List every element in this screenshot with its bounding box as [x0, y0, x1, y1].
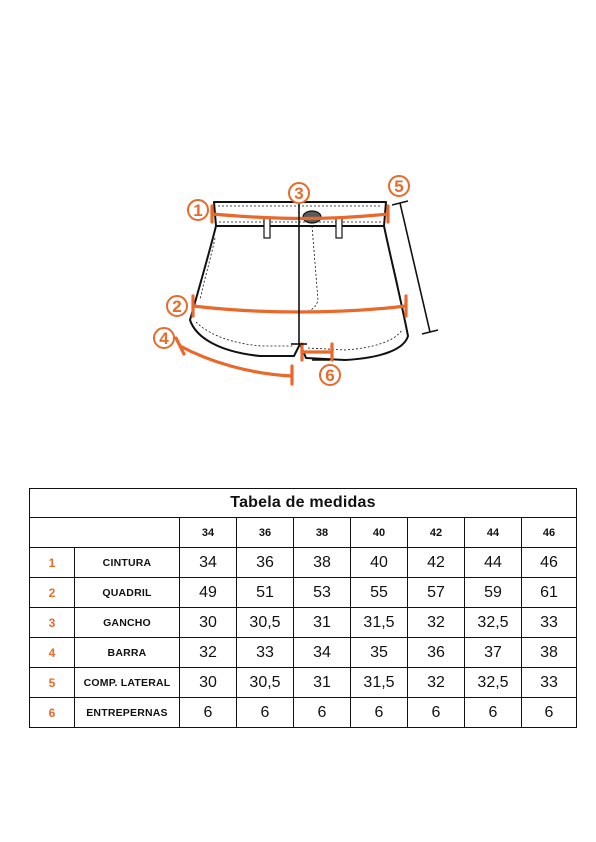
table-cell: 32	[408, 668, 465, 698]
table-cell: 32,5	[465, 608, 522, 638]
table-cell: 57	[408, 578, 465, 608]
table-row	[30, 578, 577, 608]
table-cell: 42	[408, 548, 465, 578]
table-cell: 34	[180, 548, 237, 578]
table-cell: 32	[180, 638, 237, 668]
belt-loops	[264, 211, 342, 238]
table-title: Tabela de medidas	[30, 489, 577, 518]
table-cell: 6	[237, 698, 294, 728]
table-cell: 51	[237, 578, 294, 608]
table-row	[30, 638, 577, 668]
row-label: BARRA	[75, 638, 180, 668]
measure-lines-dark	[291, 201, 438, 360]
table-cell: 6	[522, 698, 577, 728]
svg-text:6: 6	[325, 366, 335, 385]
row-number: 1	[30, 548, 75, 578]
row-label: COMP. LATERAL	[75, 668, 180, 698]
table-cell: 30,5	[237, 668, 294, 698]
row-number: 6	[30, 698, 75, 728]
size-header: 36	[237, 518, 294, 548]
table-cell: 44	[465, 548, 522, 578]
table-row	[30, 548, 577, 578]
table-cell: 31,5	[351, 668, 408, 698]
table-cell: 30,5	[237, 608, 294, 638]
table-cell: 35	[351, 638, 408, 668]
table-cell: 40	[351, 548, 408, 578]
table-cell: 38	[294, 548, 351, 578]
table-cell: 55	[351, 578, 408, 608]
row-number: 4	[30, 638, 75, 668]
row-label: QUADRIL	[75, 578, 180, 608]
row-number: 2	[30, 578, 75, 608]
table-cell: 31	[294, 668, 351, 698]
row-label: ENTREPERNAS	[75, 698, 180, 728]
marker-1	[188, 200, 208, 220]
table-cell: 33	[522, 668, 577, 698]
table-cell: 6	[294, 698, 351, 728]
row-number: 5	[30, 668, 75, 698]
table-cell: 34	[294, 638, 351, 668]
row-label: GANCHO	[75, 608, 180, 638]
svg-text:5: 5	[394, 177, 404, 196]
svg-text:3: 3	[294, 184, 304, 203]
table-cell: 31	[294, 608, 351, 638]
table-cell: 33	[522, 608, 577, 638]
table-cell: 31,5	[351, 608, 408, 638]
table-cell: 30	[180, 668, 237, 698]
marker-3	[289, 183, 309, 203]
size-header: 40	[351, 518, 408, 548]
table-cell: 33	[237, 638, 294, 668]
table-cell: 53	[294, 578, 351, 608]
size-header: 38	[294, 518, 351, 548]
table-cell: 6	[408, 698, 465, 728]
marker-2	[167, 296, 187, 316]
table-cell: 6	[465, 698, 522, 728]
table-cell: 6	[180, 698, 237, 728]
table-cell: 49	[180, 578, 237, 608]
svg-text:4: 4	[159, 329, 169, 348]
svg-text:1: 1	[193, 201, 203, 220]
shorts-measurement-diagram	[0, 0, 596, 420]
size-header: 42	[408, 518, 465, 548]
table-row	[30, 698, 577, 728]
table-cell: 46	[522, 548, 577, 578]
table-cell: 30	[180, 608, 237, 638]
marker-6	[320, 365, 340, 385]
marker-5	[389, 176, 409, 196]
size-chart-table	[29, 488, 577, 728]
size-header: 34	[180, 518, 237, 548]
row-number: 3	[30, 608, 75, 638]
size-header-row	[30, 518, 577, 548]
table-cell: 32,5	[465, 668, 522, 698]
shorts-drawing	[0, 0, 596, 420]
size-header: 44	[465, 518, 522, 548]
table-row	[30, 608, 577, 638]
header-empty-cell	[30, 518, 180, 548]
table-cell: 38	[522, 638, 577, 668]
table-row	[30, 668, 577, 698]
marker-4	[154, 328, 174, 348]
svg-text:2: 2	[172, 297, 182, 316]
table-cell: 59	[465, 578, 522, 608]
table-cell: 32	[408, 608, 465, 638]
table-cell: 37	[465, 638, 522, 668]
table-cell: 36	[237, 548, 294, 578]
table-cell: 6	[351, 698, 408, 728]
table-cell: 36	[408, 638, 465, 668]
table-cell: 61	[522, 578, 577, 608]
size-header: 46	[522, 518, 577, 548]
row-label: CINTURA	[75, 548, 180, 578]
